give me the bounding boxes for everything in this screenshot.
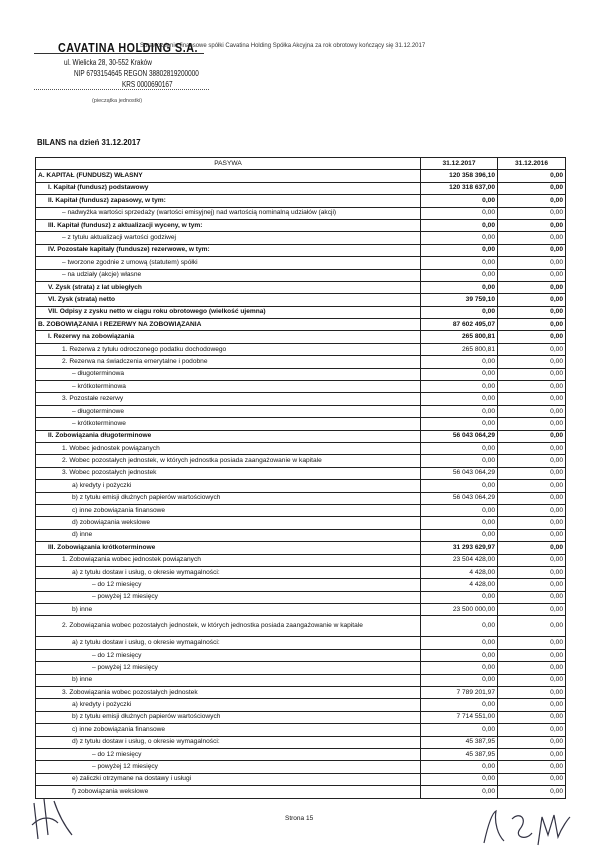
value-2016: 0,00: [498, 517, 566, 529]
signature-left: [28, 795, 78, 851]
table-row: [36, 467, 566, 479]
row-label: 3. Zobowiązania wobec pozostałych jednostek: [36, 687, 421, 699]
table-row: [36, 687, 566, 699]
table-row: [36, 517, 566, 529]
table-row: [36, 748, 566, 760]
row-label: a) z tytułu dostaw i usług, o okresie wymagalności:: [36, 637, 421, 649]
row-label: – nadwyżka wartości sprzedaży (wartości emisyjnej) nad wartością nominalną udziałów (akcji): [36, 207, 421, 219]
value-2017: 265 800,81: [421, 331, 498, 343]
value-2017: 0,00: [421, 662, 498, 674]
row-label: II. Zobowiązania długoterminowe: [36, 430, 421, 442]
table-row: [36, 711, 566, 723]
value-2017: 56 043 064,29: [421, 492, 498, 504]
stamp-ids: NIP 6793154645 REGON 38802819200000: [74, 69, 199, 78]
row-label: – z tytułu aktualizacji wartości godziwej: [36, 232, 421, 244]
table-row: [36, 232, 566, 244]
value-2016: 0,00: [498, 662, 566, 674]
value-2016: 0,00: [498, 207, 566, 219]
value-2017: 0,00: [421, 649, 498, 661]
value-2016: 0,00: [498, 306, 566, 318]
value-2016: 0,00: [498, 281, 566, 293]
table-row: [36, 269, 566, 281]
header-note: Sprawozdanie finansowe spółki Cavatina Holding Spółka Akcyjna za rok obrotowy kończący się 31.12.2017: [140, 43, 426, 49]
value-2016: 0,00: [498, 579, 566, 591]
value-2017: 4 428,00: [421, 579, 498, 591]
value-2016: 0,00: [498, 442, 566, 454]
row-label: f) zobowiązania wekslowe: [36, 786, 421, 798]
table-header-row: [36, 158, 566, 170]
row-label: – tworzone zgodnie z umową (statutem) spółki: [36, 257, 421, 269]
row-label: 3. Wobec pozostałych jednostek: [36, 467, 421, 479]
row-label: d) inne: [36, 529, 421, 541]
value-2017: 0,00: [421, 724, 498, 736]
row-label: – powyżej 12 miesięcy: [36, 662, 421, 674]
value-2016: 0,00: [498, 269, 566, 281]
value-2016: 0,00: [498, 492, 566, 504]
row-label: b) inne: [36, 674, 421, 686]
value-2017: 0,00: [421, 786, 498, 798]
table-row: [36, 492, 566, 504]
value-2017: 0,00: [421, 455, 498, 467]
table-row: [36, 306, 566, 318]
table-row: [36, 724, 566, 736]
value-2016: 0,00: [498, 649, 566, 661]
value-2016: 0,00: [498, 368, 566, 380]
row-label: – krótkoterminowa: [36, 381, 421, 393]
value-2017: 0,00: [421, 529, 498, 541]
value-2017: 7 789 201,97: [421, 687, 498, 699]
value-2017: 39 759,10: [421, 294, 498, 306]
table-row: [36, 405, 566, 417]
row-label: e) zaliczki otrzymane na dostawy i usługi: [36, 773, 421, 785]
table-row: [36, 442, 566, 454]
value-2016: 0,00: [498, 674, 566, 686]
value-2017: 0,00: [421, 219, 498, 231]
value-2017: 120 358 396,10: [421, 170, 498, 182]
value-2016: 0,00: [498, 405, 566, 417]
row-label: b) z tytułu emisji dłużnych papierów wartościowych: [36, 711, 421, 723]
value-2017: 0,00: [421, 393, 498, 405]
value-2017: 0,00: [421, 442, 498, 454]
table-row: [36, 736, 566, 748]
table-row: [36, 773, 566, 785]
row-label: – do 12 miesięcy: [36, 579, 421, 591]
value-2017: 0,00: [421, 761, 498, 773]
value-2016: 0,00: [498, 542, 566, 554]
value-2016: 0,00: [498, 699, 566, 711]
value-2017: 0,00: [421, 257, 498, 269]
table-row: [36, 662, 566, 674]
value-2017: 23 500 000,00: [421, 604, 498, 616]
table-row: [36, 761, 566, 773]
value-2017: 0,00: [421, 773, 498, 785]
value-2017: 0,00: [421, 306, 498, 318]
table-body: [36, 170, 566, 798]
value-2017: 0,00: [421, 637, 498, 649]
row-label: IV. Pozostałe kapitały (fundusze) rezerwowe, w tym:: [36, 244, 421, 256]
table-row: [36, 393, 566, 405]
value-2017: 0,00: [421, 591, 498, 603]
row-label: III. Zobowiązania krótkoterminowe: [36, 542, 421, 554]
value-2016: 0,00: [498, 170, 566, 182]
table-row: [36, 637, 566, 649]
value-2016: 0,00: [498, 504, 566, 516]
stamp-krs: KRS 0000690167: [122, 80, 173, 89]
row-label: a) z tytułu dostaw i usług, o okresie wymagalności:: [36, 566, 421, 578]
row-label: II. Kapitał (fundusz) zapasowy, w tym:: [36, 195, 421, 207]
value-2016: 0,00: [498, 343, 566, 355]
table-row: [36, 604, 566, 616]
value-2017: 0,00: [421, 281, 498, 293]
header-pasywa: PASYWA: [36, 158, 421, 170]
value-2016: 0,00: [498, 195, 566, 207]
table-row: [36, 786, 566, 798]
table-row: [36, 674, 566, 686]
value-2016: 0,00: [498, 687, 566, 699]
row-label: III. Kapitał (fundusz) z aktualizacji wyceny, w tym:: [36, 219, 421, 231]
value-2016: 0,00: [498, 467, 566, 479]
row-label: – długoterminowa: [36, 368, 421, 380]
row-label: d) zobowiązania wekslowe: [36, 517, 421, 529]
table-row: [36, 418, 566, 430]
value-2016: 0,00: [498, 554, 566, 566]
value-2016: 0,00: [498, 294, 566, 306]
value-2016: 0,00: [498, 393, 566, 405]
value-2017: 0,00: [421, 195, 498, 207]
row-label: 1. Rezerwa z tytułu odroczonego podatku dochodowego: [36, 343, 421, 355]
row-label: b) inne: [36, 604, 421, 616]
stamp-divider: [34, 53, 204, 54]
value-2017: 0,00: [421, 356, 498, 368]
value-2016: 0,00: [498, 591, 566, 603]
row-label: a) kredyty i pożyczki: [36, 699, 421, 711]
row-label: 1. Wobec jednostek powiązanych: [36, 442, 421, 454]
value-2016: 0,00: [498, 748, 566, 760]
value-2017: 4 428,00: [421, 566, 498, 578]
row-label: – długoterminowe: [36, 405, 421, 417]
value-2016: 0,00: [498, 761, 566, 773]
table-row: [36, 455, 566, 467]
row-label: 2. Wobec pozostałych jednostek, w których jednostka posiada zaangażowanie w kapitale: [36, 455, 421, 467]
value-2017: 0,00: [421, 269, 498, 281]
table-row: [36, 381, 566, 393]
table-row: [36, 195, 566, 207]
row-label: b) z tytułu emisji dłużnych papierów wartościowych: [36, 492, 421, 504]
table-row: [36, 343, 566, 355]
value-2017: 0,00: [421, 616, 498, 637]
table-row: [36, 430, 566, 442]
value-2017: 0,00: [421, 381, 498, 393]
row-label: 2. Rezerwa na świadczenia emerytalne i podobne: [36, 356, 421, 368]
table-row: [36, 554, 566, 566]
value-2016: 0,00: [498, 616, 566, 637]
table-row: [36, 699, 566, 711]
value-2017: 0,00: [421, 207, 498, 219]
table-row: [36, 331, 566, 343]
row-label: A. KAPITAŁ (FUNDUSZ) WŁASNY: [36, 170, 421, 182]
value-2016: 0,00: [498, 331, 566, 343]
value-2016: 0,00: [498, 724, 566, 736]
value-2017: 0,00: [421, 418, 498, 430]
row-label: c) inne zobowiązania finansowe: [36, 724, 421, 736]
table-row: [36, 579, 566, 591]
value-2017: 56 043 064,29: [421, 430, 498, 442]
value-2016: 0,00: [498, 257, 566, 269]
value-2016: 0,00: [498, 455, 566, 467]
value-2017: 7 714 551,00: [421, 711, 498, 723]
header-2016: 31.12.2016: [498, 158, 566, 170]
table-row: [36, 649, 566, 661]
row-label: – krótkoterminowe: [36, 418, 421, 430]
value-2016: 0,00: [498, 637, 566, 649]
row-label: – powyżej 12 miesięcy: [36, 761, 421, 773]
value-2017: 265 800,81: [421, 343, 498, 355]
row-label: VI. Zysk (strata) netto: [36, 294, 421, 306]
value-2016: 0,00: [498, 529, 566, 541]
value-2016: 0,00: [498, 219, 566, 231]
table-row: [36, 207, 566, 219]
row-label: – powyżej 12 miesięcy: [36, 591, 421, 603]
value-2016: 0,00: [498, 430, 566, 442]
stamp-dotted-line: [34, 89, 209, 90]
stamp-address: ul. Wielicka 28, 30-552 Kraków: [64, 58, 152, 67]
stamp-caption: (pieczątka jednostki): [92, 98, 143, 104]
table-row: [36, 368, 566, 380]
value-2017: 56 043 064,29: [421, 467, 498, 479]
header-2017: 31.12.2017: [421, 158, 498, 170]
table-row: [36, 257, 566, 269]
value-2016: 0,00: [498, 711, 566, 723]
table-row: [36, 480, 566, 492]
value-2016: 0,00: [498, 232, 566, 244]
page-number: Strona 15: [285, 815, 314, 822]
value-2017: 87 602 495,07: [421, 319, 498, 331]
value-2016: 0,00: [498, 244, 566, 256]
table-row: [36, 504, 566, 516]
row-label: d) z tytułu dostaw i usług, o okresie wymagalności:: [36, 736, 421, 748]
value-2017: 0,00: [421, 244, 498, 256]
row-label: a) kredyty i pożyczki: [36, 480, 421, 492]
value-2017: 0,00: [421, 368, 498, 380]
value-2016: 0,00: [498, 381, 566, 393]
value-2017: 0,00: [421, 674, 498, 686]
row-label: 3. Pozostałe rezerwy: [36, 393, 421, 405]
row-label: – do 12 miesięcy: [36, 748, 421, 760]
value-2017: 0,00: [421, 405, 498, 417]
table-row: [36, 591, 566, 603]
row-label: – na udziały (akcje) własne: [36, 269, 421, 281]
row-label: 2. Zobowiązania wobec pozostałych jednostek, w których jednostka posiada zaangażowanie w kapitale: [36, 616, 421, 637]
table-row: [36, 294, 566, 306]
value-2017: 120 318 637,00: [421, 182, 498, 194]
signature-right: [478, 805, 573, 851]
value-2016: 0,00: [498, 736, 566, 748]
table-row: [36, 170, 566, 182]
value-2016: 0,00: [498, 566, 566, 578]
value-2017: 0,00: [421, 480, 498, 492]
table-row: [36, 542, 566, 554]
row-label: I. Kapitał (fundusz) podstawowy: [36, 182, 421, 194]
table-row: [36, 529, 566, 541]
value-2017: 45 387,95: [421, 748, 498, 760]
value-2017: 0,00: [421, 232, 498, 244]
row-label: I. Rezerwy na zobowiązania: [36, 331, 421, 343]
value-2016: 0,00: [498, 786, 566, 798]
table-row: [36, 281, 566, 293]
value-2017: 0,00: [421, 517, 498, 529]
page-title: BILANS na dzień 31.12.2017: [37, 138, 141, 147]
value-2017: 0,00: [421, 699, 498, 711]
table-row: [36, 219, 566, 231]
table-row: [36, 566, 566, 578]
value-2017: 45 387,95: [421, 736, 498, 748]
value-2017: 31 293 629,97: [421, 542, 498, 554]
balance-sheet-table-container: [35, 157, 566, 799]
row-label: c) inne zobowiązania finansowe: [36, 504, 421, 516]
stamp-company-name: CAVATINA HOLDING S.A.: [58, 41, 199, 55]
value-2016: 0,00: [498, 356, 566, 368]
value-2016: 0,00: [498, 773, 566, 785]
value-2017: 0,00: [421, 504, 498, 516]
balance-sheet-table: [35, 157, 566, 799]
row-label: – do 12 miesięcy: [36, 649, 421, 661]
row-label: VII. Odpisy z zysku netto w ciągu roku obrotowego (wielkość ujemna): [36, 306, 421, 318]
table-row: [36, 182, 566, 194]
value-2017: 23 504 428,00: [421, 554, 498, 566]
table-row: [36, 616, 566, 637]
value-2016: 0,00: [498, 604, 566, 616]
table-row: [36, 319, 566, 331]
table-row: [36, 356, 566, 368]
row-label: 1. Zobowiązania wobec jednostek powiązanych: [36, 554, 421, 566]
value-2016: 0,00: [498, 418, 566, 430]
row-label: B. ZOBOWIĄZANIA I REZERWY NA ZOBOWIĄZANIA: [36, 319, 421, 331]
value-2016: 0,00: [498, 182, 566, 194]
value-2016: 0,00: [498, 319, 566, 331]
row-label: V. Zysk (strata) z lat ubiegłych: [36, 281, 421, 293]
value-2016: 0,00: [498, 480, 566, 492]
table-row: [36, 244, 566, 256]
